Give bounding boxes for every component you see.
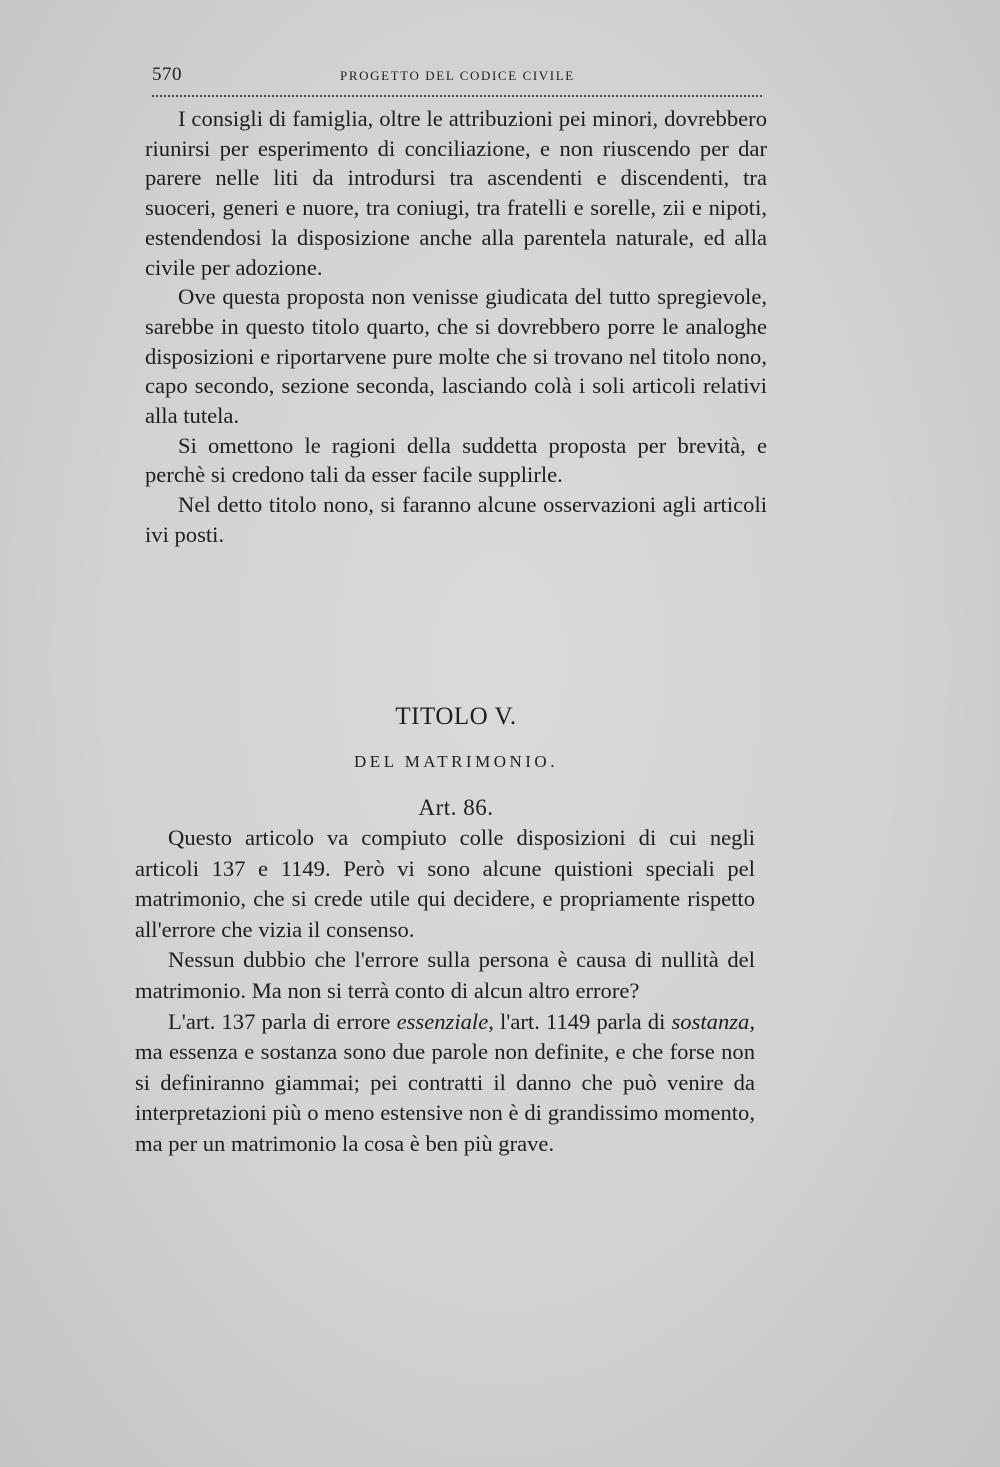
paragraph: Ove questa proposta non venisse giudicata del tutto spregievole, sarebbe in questo titolo quarto, che si dovrebbero porre le analoghe disposizioni e riportarvene pure molte che si trovano nel titolo nono, capo secondo, sezione seconda, lasciando colà i soli articoli relativi alla tutela.: [145, 284, 767, 429]
text-run: L'art. 137 parla di errore: [168, 1008, 397, 1034]
italic-term: essenziale: [396, 1008, 489, 1034]
page-number: 570: [152, 64, 182, 85]
text-run: , l'art. 1149 parla di: [488, 1008, 672, 1034]
section-title: TITOLO V.: [395, 703, 517, 730]
article-heading: Art. 86.: [418, 795, 494, 820]
section-subtitle: DEL MATRIMONIO.: [354, 752, 558, 771]
italic-term: sostanza,: [671, 1008, 755, 1034]
paragraph: I consigli di famiglia, oltre le attribuzioni pei minori, dovrebbero riunirsi per esperimento di conciliazione, e non riuscendo per dar parere nelle liti da introdursi tra ascendenti e discendenti, tra suoceri, generi e nuore, tra coniugi, tra fratelli e sorelle, zii e nipoti, estendendosi la disposizione anche alla parentela naturale, ed alla civile per adozione.: [145, 106, 767, 280]
article-text: [135, 823, 755, 1160]
header-rule: [152, 95, 762, 97]
paragraph: Nel detto titolo nono, si faranno alcune osservazioni agli articoli ivi posti.: [145, 492, 767, 547]
paragraph-with-italics: [135, 1007, 755, 1160]
body-text: [145, 104, 767, 550]
paragraph: Si omettono le ragioni della suddetta proposta per brevità, e perchè si credono tali da esser facile supplirle.: [145, 432, 767, 488]
running-head: PROGETTO DEL CODICE CIVILE: [340, 68, 575, 83]
text-run: ma essenza e sostanza sono due parole non definite, e che forse non si definiranno giammai; pei contratti il danno che può venire da interpretazioni più o meno estensive non è di grandissimo momento, ma per un matrimonio la cosa è ben più grave.: [135, 1039, 755, 1156]
paragraph: Nessun dubbio che l'errore sulla persona è causa di nullità del matrimonio. Ma non si terrà conto di alcun altro errore?: [135, 947, 755, 1003]
page-header: [152, 64, 762, 90]
paragraph: Questo articolo va compiuto colle disposizioni di cui negli articoli 137 e 1149. Però vi sono alcune quistioni speciali pel matrimonio, che si crede utile qui decidere, e propriamente rispetto all'errore che vizia il consenso.: [135, 825, 755, 942]
